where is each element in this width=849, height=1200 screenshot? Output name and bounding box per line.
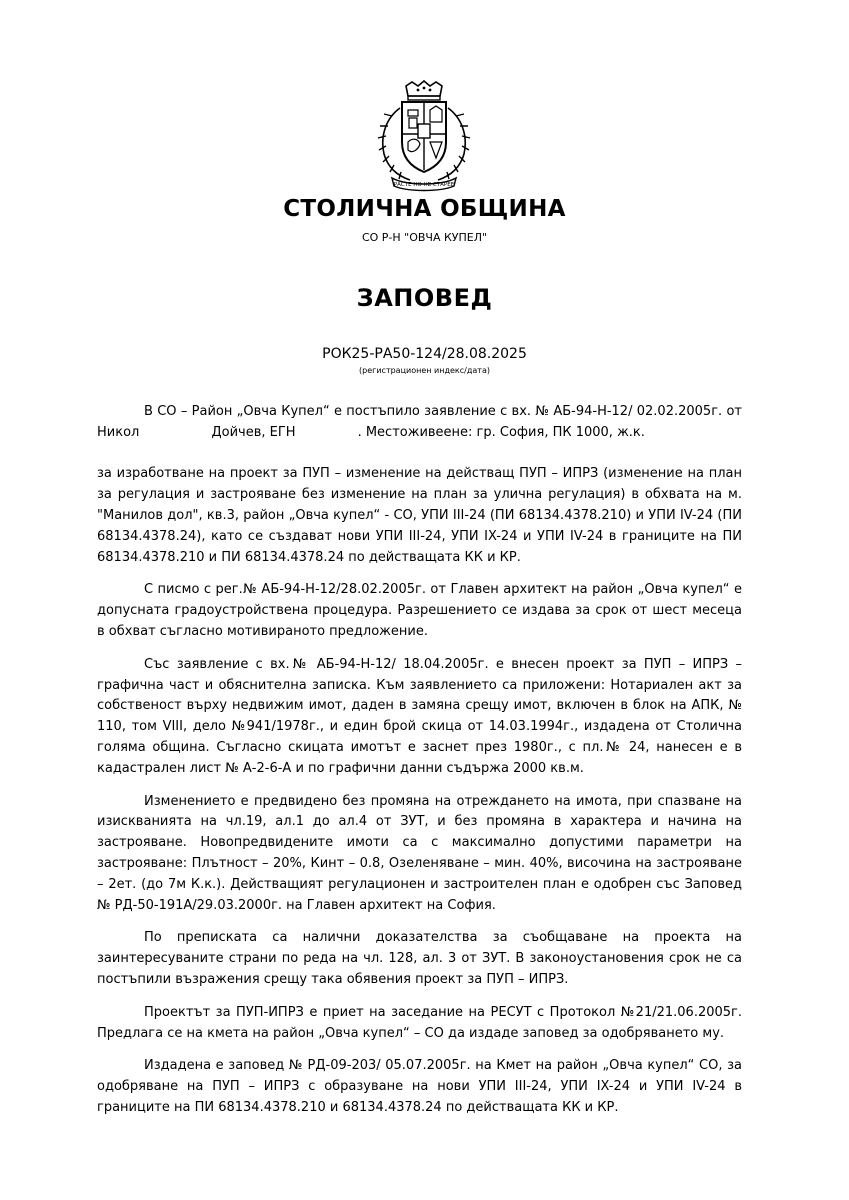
motto-text: РАСТЕ НО НЕ СТАРЕЕ	[393, 182, 455, 188]
paragraph-application-part-3: . Местоживеене: гр. София, ПК 1000, ж.к.	[357, 424, 645, 440]
paragraph-change-parameters: Изменението е предвидено без промяна на отреждането на имота, при спазване на изискванията на чл.19, ал.1 до ал.4 от ЗУТ, и без промяна в характера и начина на застрояване. Новопредвидените имоти са с максимално допустими параметри на застрояване: Плътност – 20%, Кинт – 0.8, Озеленяване – мин. 40%, височина на застрояване – 2ет. (до 7м К.к.). Действащият регулационен и застроителен план е одобрен със Заповед № РД-50-191А/29.03.2000г. на Главен архитект на София.	[97, 793, 742, 913]
document-body	[97, 402, 742, 1131]
paragraph-application-part-2: Дойчев, ЕГН	[211, 424, 296, 440]
registration-caption: (регистрационен индекс/дата)	[359, 366, 490, 375]
paragraph-application-part-1: В СО – Район „Овча Купел“ е постъпило заявление с вх. № АБ-94-Н-12/ 02.02.2005г. от Никол	[97, 404, 742, 440]
paragraph-application	[97, 402, 742, 568]
district-name: СО Р-Н "ОВЧА КУПЕЛ"	[361, 231, 488, 244]
paragraph-project-submission: Със заявление с вх.№ АБ-94-Н-12/ 18.04.2005г. е внесен проект за ПУП – ИПРЗ – графична част и обяснителна записка. Към заявлението са приложени: Нотариален акт за собственост върху недвижим имот, даден в замяна срещу имот, включен в блок на АПК, № 110, том VIII, дело №941/1978г., и един брой скица от 14.03.1994г., издадена от Столична голяма община. Съгласно скицата имотът е заснет през 1980г., с пл.№ 24, нанесен е в кадастрален лист № А-2-6-А и по графични данни съдържа 2000 кв.м.	[97, 656, 742, 776]
redacted-text	[97, 444, 742, 465]
paragraph-permission-letter: С писмо с рег.№ АБ-94-Н-12/28.02.2005г. от Главен архитект на район „Овча купел“ е допусната градоустройствена процедура. Разрешението се издава за срок от шест месеца в обхват съгласно мотивираното предложение.	[97, 582, 742, 639]
organization-name: СТОЛИЧНА ОБЩИНА	[283, 196, 566, 222]
paragraph-issued-order: Издадена е заповед № РД-09-203/ 05.07.2005г. на Кмет на район „Овча купел“ СО, за одобряване на ПУП – ИПРЗ с образуване на нови УПИ III-24, УПИ IX-24 и УПИ IV-24 в границите на ПИ 68134.4378.210 и 68134.4378.24 по действащата КК и КР.	[97, 1058, 742, 1115]
registration-number: РОК25-РА50-124/28.08.2025	[322, 346, 527, 362]
paragraph-resut-protocol: Проектът за ПУП-ИПРЗ е приет на заседание на РЕСУТ с Протокол №21/21.06.2005г. Предлага се на кмета на район „Овча купел“ – СО да издаде заповед за одобряването му.	[97, 1004, 742, 1041]
paragraph-application-part-4: за изработване на проект за ПУП – изменение на действащ ПУП – ИПРЗ (изменение на план за регулация и застрояване без изменение на план за улична регулация) в обхвата на м. "Манилов дол", кв.3, район „Овча купел“ - СО, УПИ III-24 (ПИ 68134.4378.210) и УПИ IV-24 (ПИ 68134.4378.24), като се създават нови УПИ III-24, УПИ IX-24 и УПИ IV-24 в границите на ПИ 68134.4378.210 и ПИ 68134.4378.24 по действащата КК и КР.	[97, 466, 742, 565]
paragraph-notification: По преписката са налични доказателства за съобщаване на проекта на заинтересуваните страни по реда на чл. 128, ал. 3 от ЗУТ. В законоустановения срок не са постъпили възражения срещу така обявения проект за ПУП – ИПРЗ.	[97, 930, 742, 987]
sofia-coat-of-arms-icon	[362, 80, 486, 192]
document-title: ЗАПОВЕД	[356, 284, 493, 312]
